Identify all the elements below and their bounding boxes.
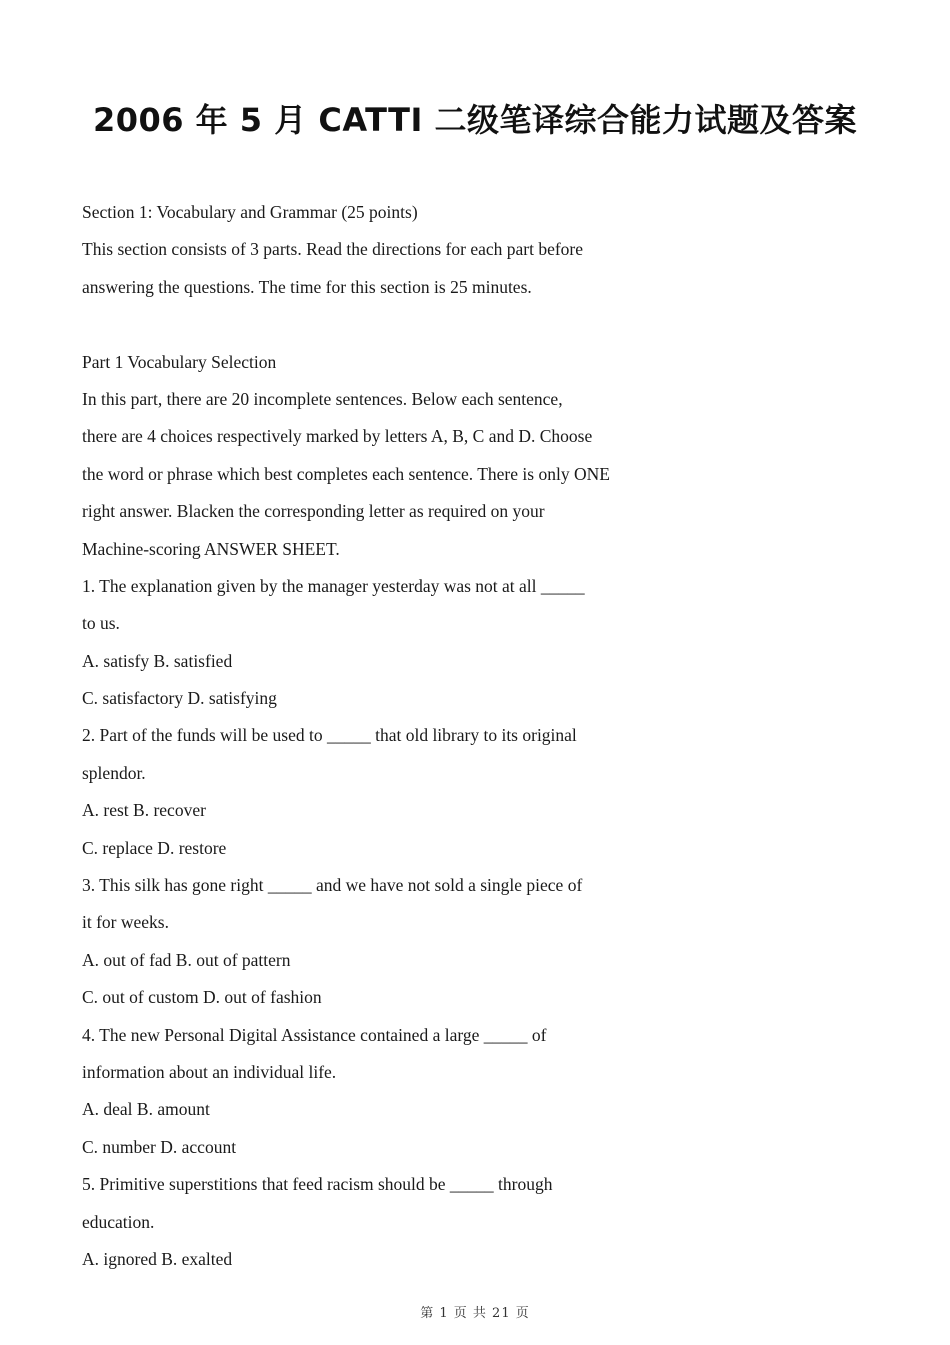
part-direction-line: the word or phrase which best completes each sentence. There is only ONE (82, 463, 610, 484)
question-1 (82, 568, 702, 718)
question-options-line: C. satisfactory D. satisfying (82, 688, 277, 709)
question-options-line: C. number D. account (82, 1136, 237, 1157)
question-options-line: A. rest B. recover (82, 800, 206, 821)
question-4 (82, 1017, 702, 1167)
question-options-line: A. out of fad B. out of pattern (82, 949, 291, 970)
question-options-line: C. replace D. restore (82, 837, 227, 858)
part-direction-line: right answer. Blacken the corresponding letter as required on your (82, 501, 545, 522)
question-stem-line: 2. Part of the funds will be used to _____ that old library to its original (82, 725, 577, 746)
question-5 (82, 1166, 702, 1278)
question-stem-line: education. (82, 1211, 155, 1232)
question-stem-line: 5. Primitive superstitions that feed racism should be _____ through (82, 1174, 553, 1195)
blank-line (82, 306, 702, 343)
part-direction-line: In this part, there are 20 incomplete sentences. Below each sentence, (82, 388, 563, 409)
part-direction-line: there are 4 choices respectively marked by letters A, B, C and D. Choose (82, 426, 593, 447)
question-stem-line: to us. (82, 613, 120, 634)
question-options-line: C. out of custom D. out of fashion (82, 987, 322, 1008)
section-intro-line: This section consists of 3 parts. Read the directions for each part before (82, 239, 584, 260)
section-intro-line: answering the questions. The time for this section is 25 minutes. (82, 276, 532, 297)
question-stem-line: 4. The new Personal Digital Assistance contained a large _____ of (82, 1024, 547, 1045)
part-heading: Part 1 Vocabulary Selection (82, 351, 277, 372)
question-stem-line: 3. This silk has gone right _____ and we have not sold a single piece of (82, 875, 583, 896)
question-options-line: A. ignored B. exalted (82, 1248, 233, 1269)
document-body (82, 194, 702, 1278)
question-3 (82, 867, 702, 1017)
part-direction-line: Machine-scoring ANSWER SHEET. (82, 538, 340, 559)
question-stem-line: information about an individual life. (82, 1061, 337, 1082)
page-footer: 第 1 页 共 21 页 (420, 1306, 530, 1321)
question-stem-line: splendor. (82, 762, 146, 783)
question-2 (82, 717, 702, 867)
question-options-line: A. satisfy B. satisfied (82, 650, 233, 671)
question-stem-line: it for weeks. (82, 912, 169, 933)
question-options-line: A. deal B. amount (82, 1099, 210, 1120)
section-heading: Section 1: Vocabulary and Grammar (25 points) (82, 202, 418, 222)
question-stem-line: 1. The explanation given by the manager yesterday was not at all _____ (82, 575, 585, 596)
document-title: 2006 年 5 月 CATTI 二级笔译综合能力试题及答案 (92, 101, 858, 139)
